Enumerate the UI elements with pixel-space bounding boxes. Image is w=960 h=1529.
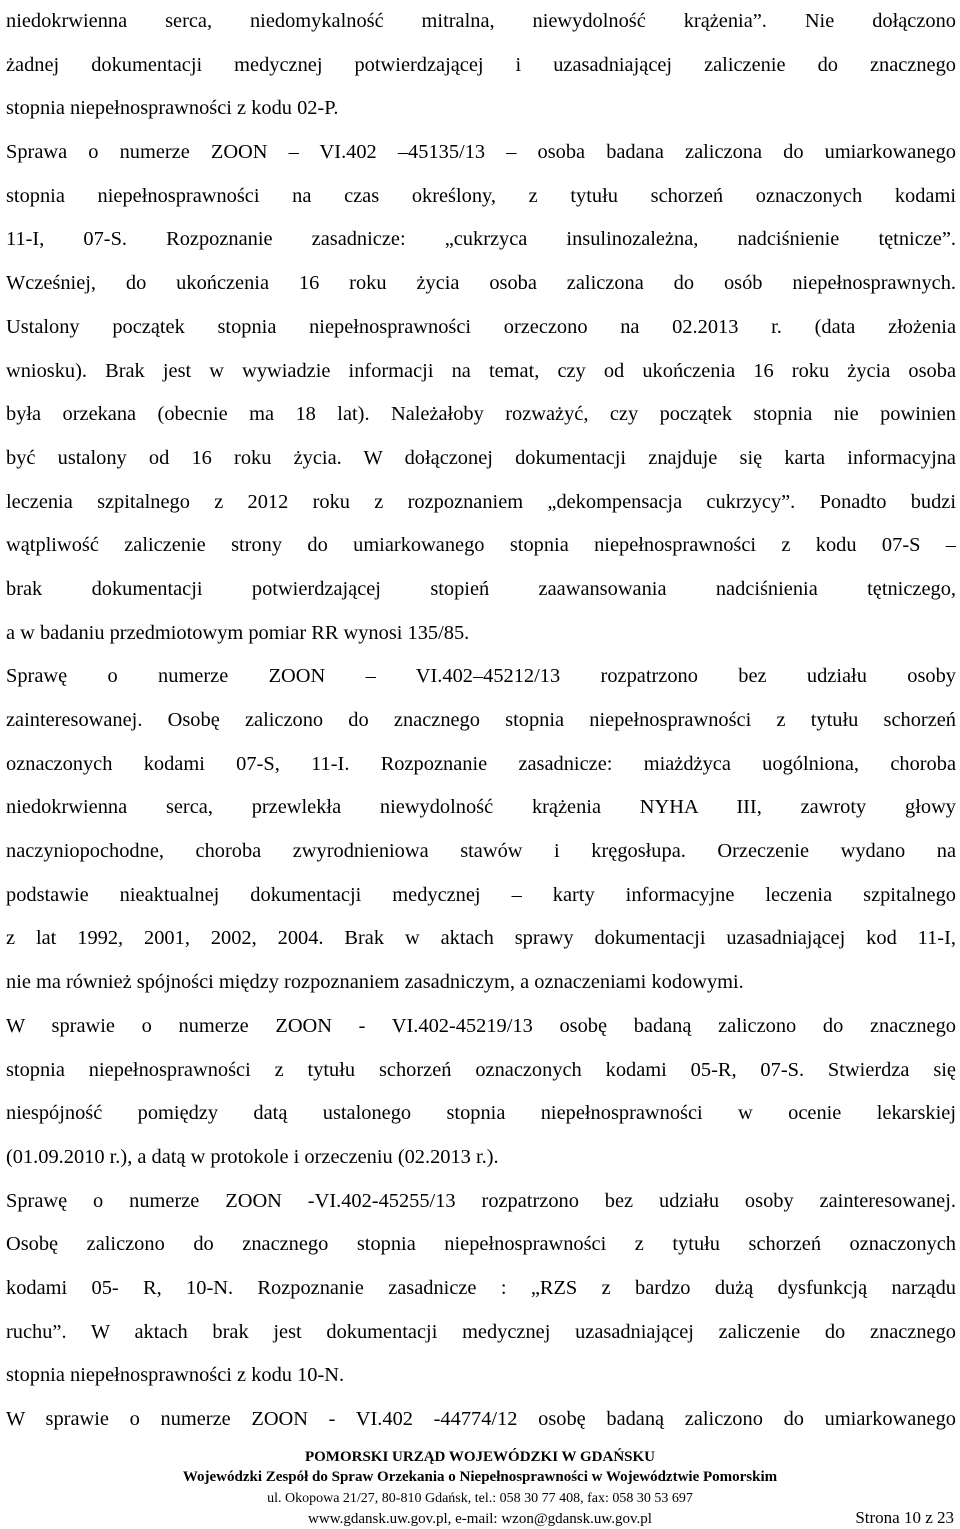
text-line: stopnia niepełnosprawności na czas określony, z tytułu schorzeń oznaczonych kodami [6,184,956,207]
text-line: brak dokumentacji potwierdzającej stopień zaawansowania nadciśnienia tętniczego, [6,577,956,600]
text-line: W sprawie o numerze ZOON - VI.402 -44774/12 osobę badaną zaliczono do umiarkowanego [6,1408,956,1430]
text-line: stopnia niepełnosprawności z tytułu schorzeń oznaczonych kodami 05-R, 07-S. Stwierdza się [6,1058,956,1081]
text-line: kodami 05- R, 10-N. Rozpoznanie zasadnicze : „RZS z bardzo dużą dysfunkcją narządu [6,1276,956,1299]
footer-office-name: POMORSKI URZĄD WOJEWÓDZKI W GDAŃSKU [304,1449,656,1465]
text-line: podstawie nieaktualnej dokumentacji medycznej – karty informacyjne leczenia szpitalnego [6,883,956,906]
text-line: niespójność pomiędzy datą ustalonego stopnia niepełnosprawności w ocenie lekarskiej [6,1102,956,1125]
text-line: Osobę zaliczono do znacznego stopnia niepełnosprawności z tytułu schorzeń oznaczonych [6,1233,956,1256]
text-line: wniosku). Brak jest w wywiadzie informacji na temat, czy od ukończenia 16 roku życia osoba [6,359,956,382]
text-line: naczyniopochodne, choroba zwyrodnieniowa stawów i kręgosłupa. Orzeczenie wydano na [6,840,956,863]
page-number: Strona 10 z 23 [855,1508,954,1527]
text-line: Sprawę o numerze ZOON – VI.402–45212/13 rozpatrzono bez udziału osoby [6,665,956,688]
text-line: leczenia szpitalnego z 2012 roku z rozpoznaniem „dekompensacja cukrzycy”. Ponadto budzi [6,490,956,513]
footer-address: ul. Okopowa 21/27, 80-810 Gdańsk, tel.: 058 30 77 408, fax: 058 30 53 697 [267,1491,693,1506]
text-line: wątpliwość zaliczenie strony do umiarkowanego stopnia niepełnosprawności z kodu 07-S – [6,534,956,557]
text-line: niedokrwienna serca, niedomykalność mitralna, niewydolność krążenia”. Nie dołączono [6,10,956,32]
text-line: 11-I, 07-S. Rozpoznanie zasadnicze: „cukrzyca insulinozależna, nadciśnienie tętnicze”. [6,228,956,251]
text-line: z lat 1992, 2001, 2002, 2004. Brak w aktach sprawy dokumentacji uzasadniającej kod 11-I, [6,927,956,950]
text-line: stopnia niepełnosprawności z kodu 02-P. [6,97,339,120]
text-line: Sprawa o numerze ZOON – VI.402 –45135/13 – osoba badana zaliczona do umiarkowanego [6,141,956,164]
text-line: ruchu”. W aktach brak jest dokumentacji medycznej uzasadniającej zaliczenie do znacznego [6,1320,956,1343]
text-line: była orzekana (obecnie ma 18 lat). Należałoby rozważyć, czy początek stopnia nie powinien [6,403,956,426]
text-line: Wcześniej, do ukończenia 16 roku życia osoba zaliczona do osób niepełnosprawnych. [6,272,956,295]
text-line: stopnia niepełnosprawności z kodu 10-N. [6,1364,345,1387]
text-line: W sprawie o numerze ZOON - VI.402-45219/13 osobę badaną zaliczono do znacznego [6,1014,956,1037]
text-line: a w badaniu przedmiotowym pomiar RR wynosi 135/85. [6,621,470,644]
text-line: być ustalony od 16 roku życia. W dołączonej dokumentacji znajduje się karta informacyjna [6,446,956,469]
text-line: Ustalony początek stopnia niepełnosprawności orzeczono na 02.2013 r. (data złożenia [6,315,956,338]
text-line: oznaczonych kodami 07-S, 11-I. Rozpoznanie zasadnicze: miażdżyca uogólniona, choroba [6,752,956,775]
text-line: Sprawę o numerze ZOON -VI.402-45255/13 rozpatrzono bez udziału osoby zainteresowanej. [6,1189,956,1212]
text-line: zainteresowanej. Osobę zaliczono do znacznego stopnia niepełnosprawności z tytułu schorzeń [6,709,956,731]
text-line: nie ma również spójności między rozpoznaniem zasadniczym, a oznaczeniami kodowymi. [6,971,744,994]
document-body [6,0,956,1442]
footer-web-contact: www.gdansk.uw.gov.pl, e-mail: wzon@gdansk.uw.gov.pl [308,1511,652,1527]
text-line: żadnej dokumentacji medycznej potwierdzającej i uzasadniającej zaliczenie do znacznego [6,53,956,76]
footer-team-name: Wojewódzki Zespół do Spraw Orzekania o Niepełnosprawności w Województwie Pomorskim [182,1469,778,1485]
text-line: niedokrwienna serca, przewlekła niewydolność krążenia NYHA III, zawroty głowy [6,796,956,819]
text-line: (01.09.2010 r.), a datą w protokole i orzeczeniu (02.2013 r.). [6,1145,499,1168]
